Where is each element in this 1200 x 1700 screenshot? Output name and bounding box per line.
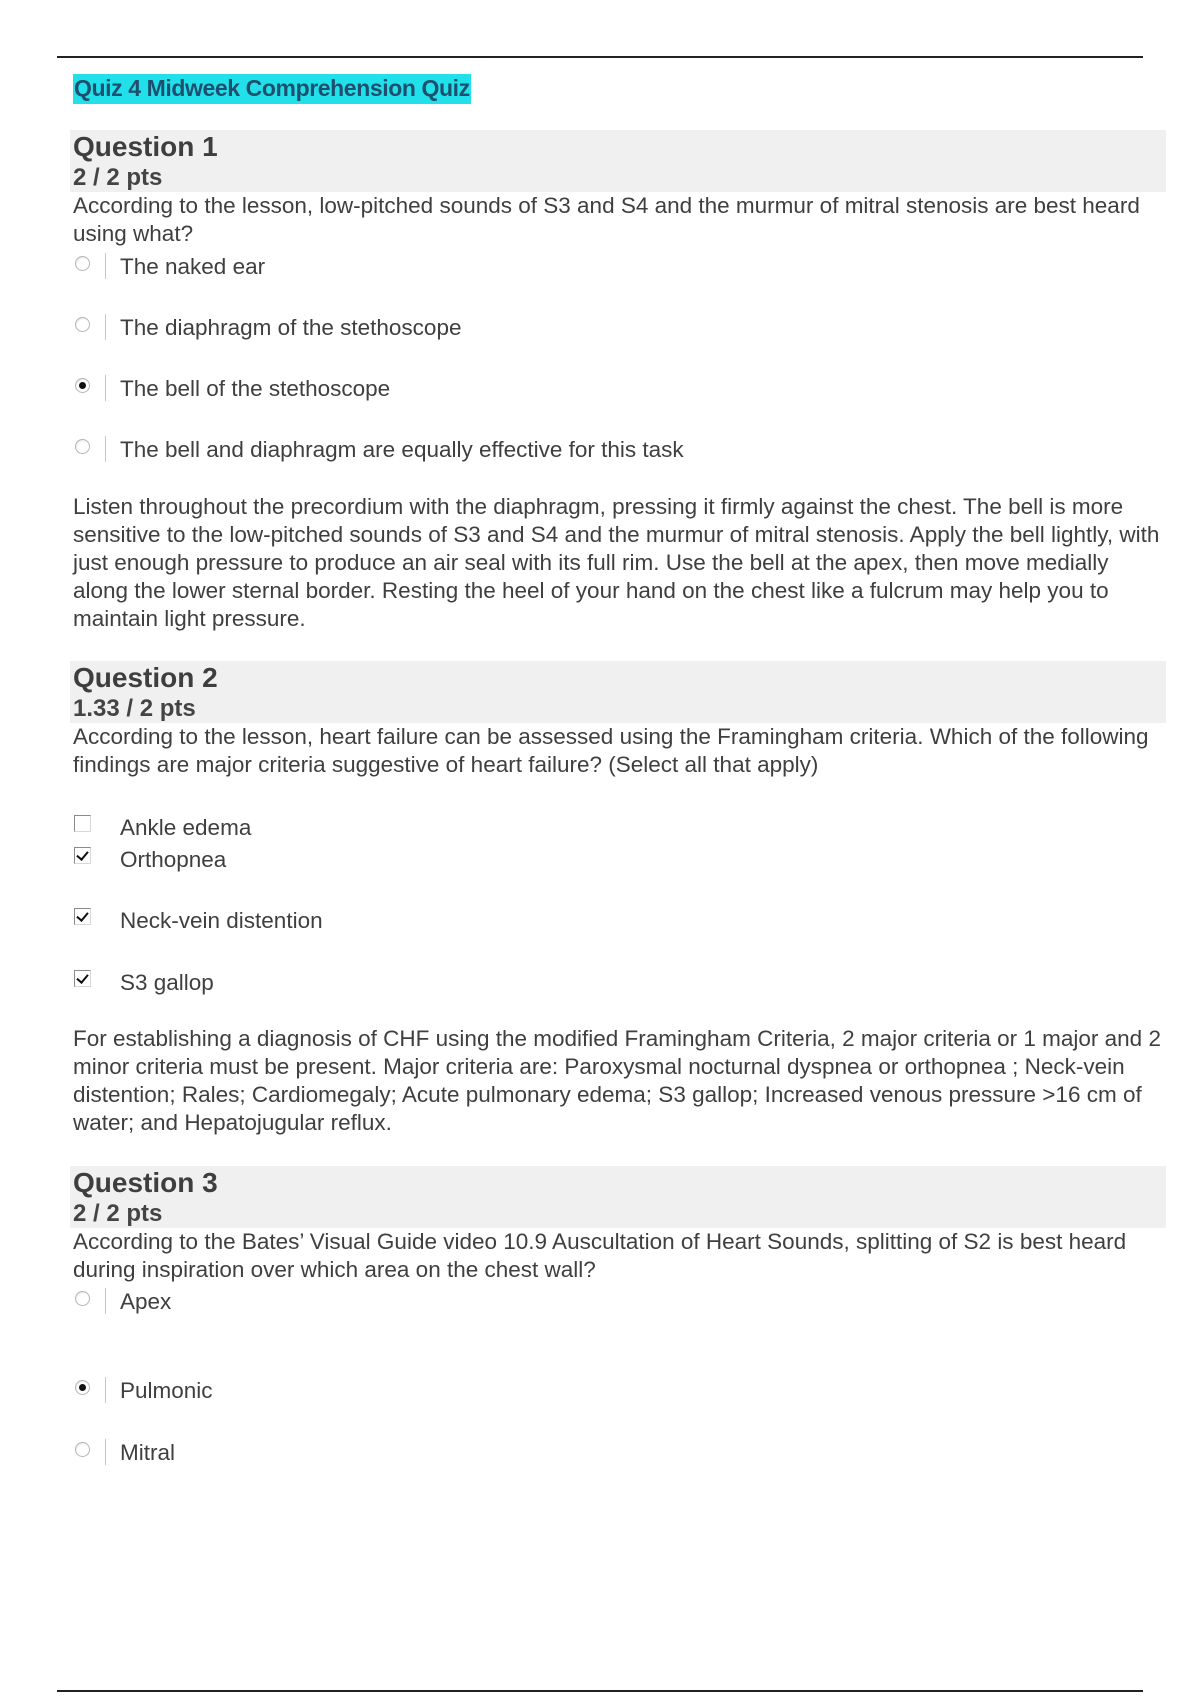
radio-button[interactable] — [75, 439, 90, 454]
question-3-points: 2 / 2 pts — [73, 1200, 163, 1227]
option-label: Apex — [120, 1289, 172, 1314]
question-3-text: According to the Bates’ Visual Guide video 10.9 Auscultation of Heart Sounds, splitting of S2 is best heard during inspiration over which area on the chest wall? — [73, 1229, 1127, 1282]
question-1-points: 2 / 2 pts — [73, 164, 163, 191]
option-label: Ankle edema — [120, 815, 252, 840]
question-3-option-3[interactable] — [73, 1439, 873, 1469]
radio-button[interactable] — [75, 256, 90, 271]
option-divider — [105, 1377, 106, 1403]
option-divider — [105, 375, 106, 401]
question-1-option-3[interactable] — [73, 375, 873, 405]
question-2-title: Question 2 — [73, 662, 218, 693]
radio-button[interactable] — [75, 317, 90, 332]
quiz-title: Quiz 4 Midweek Comprehension Quiz — [73, 74, 471, 104]
question-2-points: 1.33 / 2 pts — [73, 695, 196, 722]
radio-button[interactable] — [75, 1291, 90, 1306]
question-3-option-1[interactable] — [73, 1288, 873, 1318]
radio-button-selected[interactable] — [75, 1380, 90, 1395]
question-1-text: According to the lesson, low-pitched sounds of S3 and S4 and the murmur of mitral stenosis are best heard using what? — [73, 193, 1140, 246]
top-rule — [57, 56, 1143, 58]
option-label: The naked ear — [120, 254, 266, 279]
option-divider — [105, 1439, 106, 1465]
question-1-option-2[interactable] — [73, 314, 873, 344]
checkbox-checked[interactable] — [74, 908, 91, 925]
checkbox-checked[interactable] — [74, 847, 91, 864]
option-label: S3 gallop — [120, 970, 214, 995]
checkbox[interactable] — [74, 815, 91, 832]
option-divider — [105, 253, 106, 279]
checkbox-checked[interactable] — [74, 970, 91, 987]
question-2-option-1[interactable] — [73, 814, 873, 844]
question-2-option-3[interactable] — [73, 907, 873, 937]
question-1-option-1[interactable] — [73, 253, 873, 283]
question-1-header-band — [70, 130, 1166, 192]
option-label: The bell and diaphragm are equally effective for this task — [120, 437, 684, 462]
question-3-option-2[interactable] — [73, 1377, 873, 1407]
radio-button[interactable] — [75, 1442, 90, 1457]
option-label: Mitral — [120, 1440, 175, 1465]
option-label: The diaphragm of the stethoscope — [120, 315, 462, 340]
option-divider — [105, 1288, 106, 1314]
question-3-header-band — [70, 1166, 1166, 1228]
option-divider — [105, 436, 106, 462]
question-2-header-band — [70, 661, 1166, 723]
option-label: Neck-vein distention — [120, 908, 323, 933]
radio-button-selected[interactable] — [75, 378, 90, 393]
question-2-explanation: For establishing a diagnosis of CHF using the modified Framingham Criteria, 2 major criteria or 1 major and 2 minor criteria must be present. Major criteria are: Paroxysmal nocturnal dyspnea or orthopnea ; Neck-vein distention; Rales; Cardiomegaly; Acute pulmonary edema; S3 gallop; Increased venous pressure >16 cm of water; and Hepatojugular reflux. — [73, 1026, 1161, 1135]
question-1-explanation: Listen throughout the precordium with the diaphragm, pressing it firmly against the chest. The bell is more sensitive to the low-pitched sounds of S3 and S4 and the murmur of mitral stenosis. Apply the bell lightly, with just enough pressure to produce an air seal with its full rim. Use the bell at the apex, then move medially along the lower sternal border. Resting the heel of your hand on the chest like a fulcrum may help you to maintain light pressure. — [73, 494, 1160, 631]
option-label: Pulmonic — [120, 1378, 213, 1403]
bottom-rule — [57, 1690, 1143, 1692]
question-3-title: Question 3 — [73, 1167, 218, 1198]
question-2-text: According to the lesson, heart failure can be assessed using the Framingham criteria. Which of the following findings are major criteria suggestive of heart failure? (Select all that apply) — [73, 724, 1149, 777]
question-1-option-4[interactable] — [73, 436, 873, 466]
option-label: The bell of the stethoscope — [120, 376, 391, 401]
question-2-option-2[interactable] — [73, 846, 873, 876]
option-divider — [105, 314, 106, 340]
option-label: Orthopnea — [120, 847, 227, 872]
question-2-option-4[interactable] — [73, 969, 873, 999]
question-1-title: Question 1 — [73, 131, 218, 162]
